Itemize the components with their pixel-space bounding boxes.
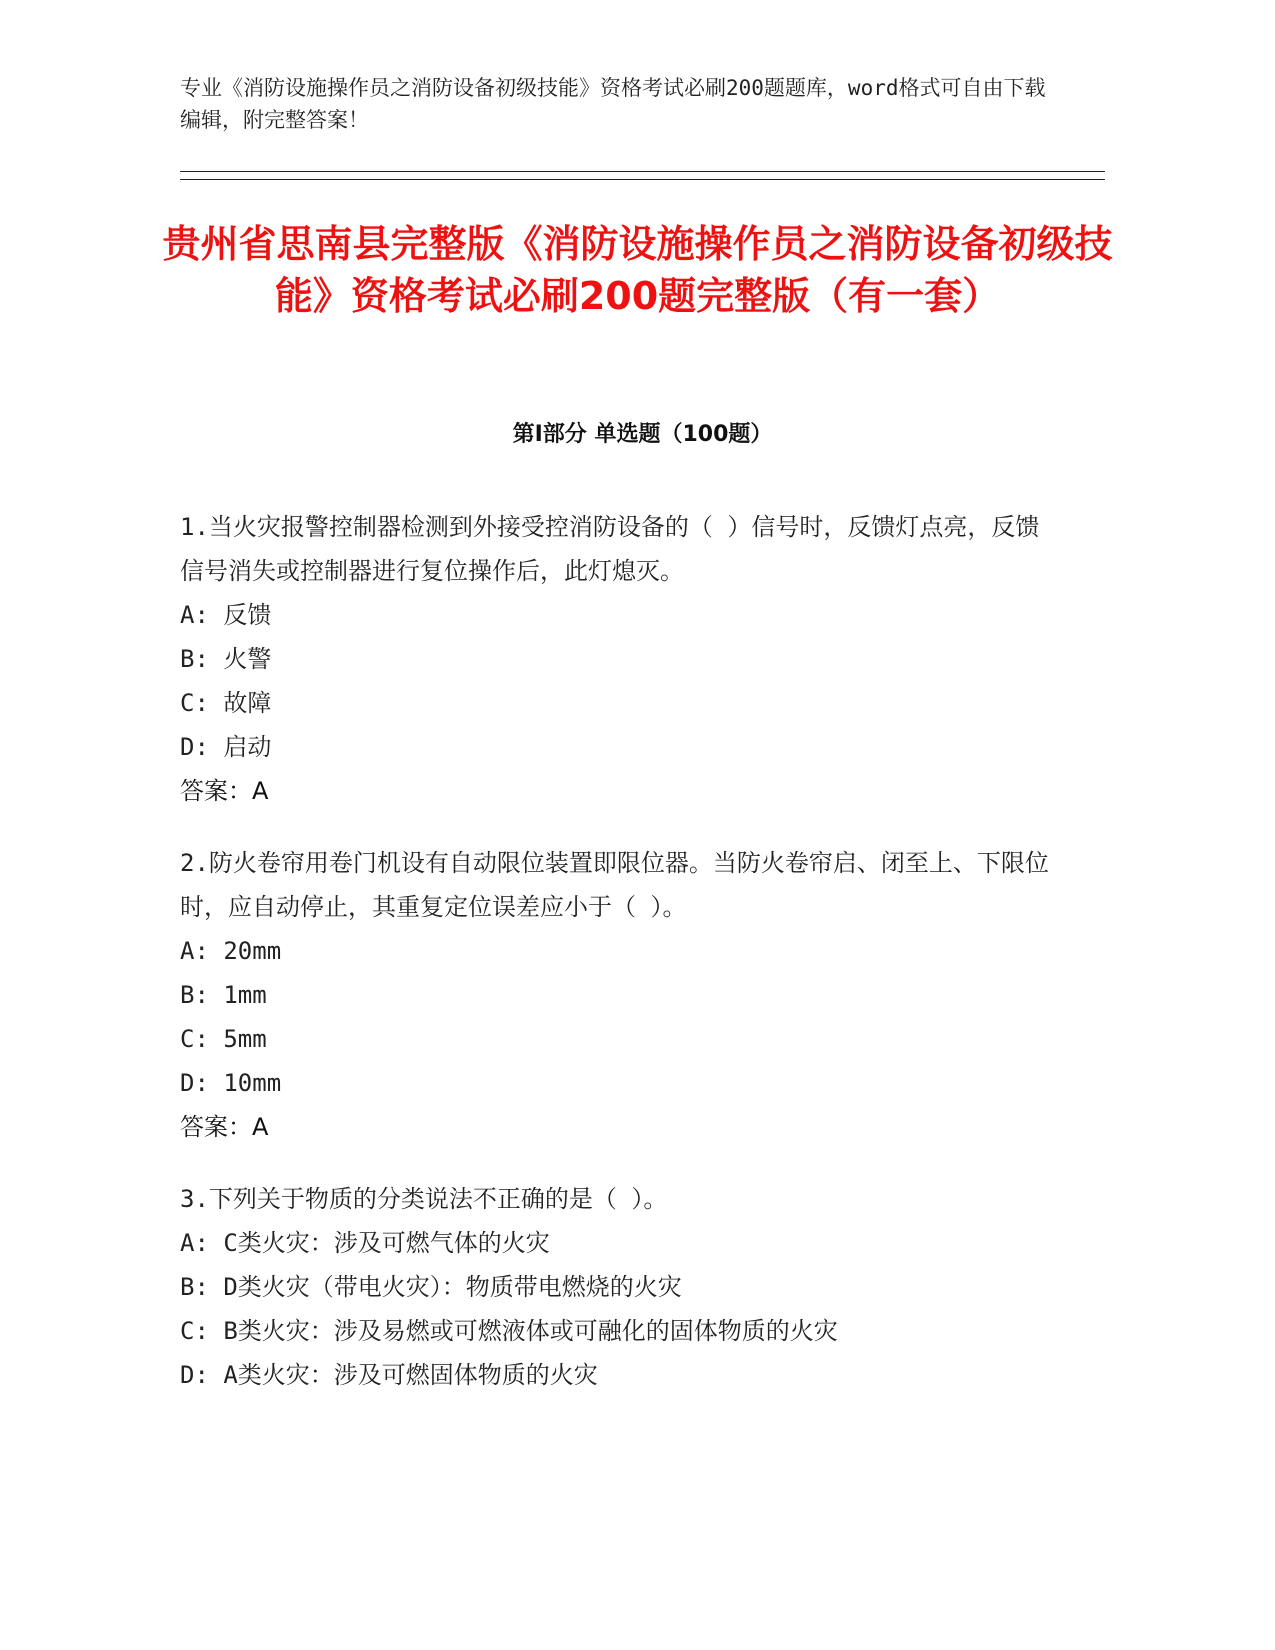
option-d: D: A类火灾：涉及可燃固体物质的火灾: [180, 1361, 598, 1389]
question-stem: 1.当火灾报警控制器检测到外接受控消防设备的（ ）信号时，反馈灯点亮，反馈信号消失或控制器进行复位操作后，此灯熄灭。: [180, 513, 1040, 585]
option-a: A: 反馈: [180, 601, 272, 629]
option-b: B: D类火灾（带电火灾）：物质带电燃烧的火灾: [180, 1273, 682, 1301]
document-title: 贵州省思南县完整版《消防设施操作员之消防设备初级技能》资格考试必刷200题完整版（有一套）: [162, 222, 1113, 318]
option-d: D: 10mm: [180, 1069, 282, 1097]
question-stem: 2.防火卷帘用卷门机设有自动限位装置即限位器。当防火卷帘启、闭至上、下限位时，应自动停止，其重复定位误差应小于（ ）。: [180, 849, 1049, 921]
header-rule-top: [180, 171, 1105, 172]
answer: 答案：A: [180, 1113, 269, 1141]
question-3: [180, 1177, 1050, 1397]
option-b: B: 1mm: [180, 981, 267, 1009]
option-a: A: 20mm: [180, 937, 282, 965]
option-b: B: 火警: [180, 645, 272, 673]
question-2: [180, 841, 1050, 1149]
option-c: C: B类火灾：涉及易燃或可燃液体或可融化的固体物质的火灾: [180, 1317, 838, 1345]
header-rule-bottom: [180, 179, 1105, 180]
section-title: 第I部分 单选题（100题）: [512, 422, 773, 447]
option-c: C: 5mm: [180, 1025, 267, 1053]
question-stem: 3.下列关于物质的分类说法不正确的是（ ）。: [180, 1185, 668, 1213]
question-list: [180, 505, 1050, 1425]
option-a: A: C类火灾：涉及可燃气体的火灾: [180, 1229, 550, 1257]
option-d: D: 启动: [180, 733, 272, 761]
option-c: C: 故障: [180, 689, 272, 717]
answer: 答案：A: [180, 777, 269, 805]
question-1: [180, 505, 1050, 813]
header-note: 专业《消防设施操作员之消防设备初级技能》资格考试必刷200题题库，word格式可自由下载编辑，附完整答案！: [180, 76, 1046, 132]
